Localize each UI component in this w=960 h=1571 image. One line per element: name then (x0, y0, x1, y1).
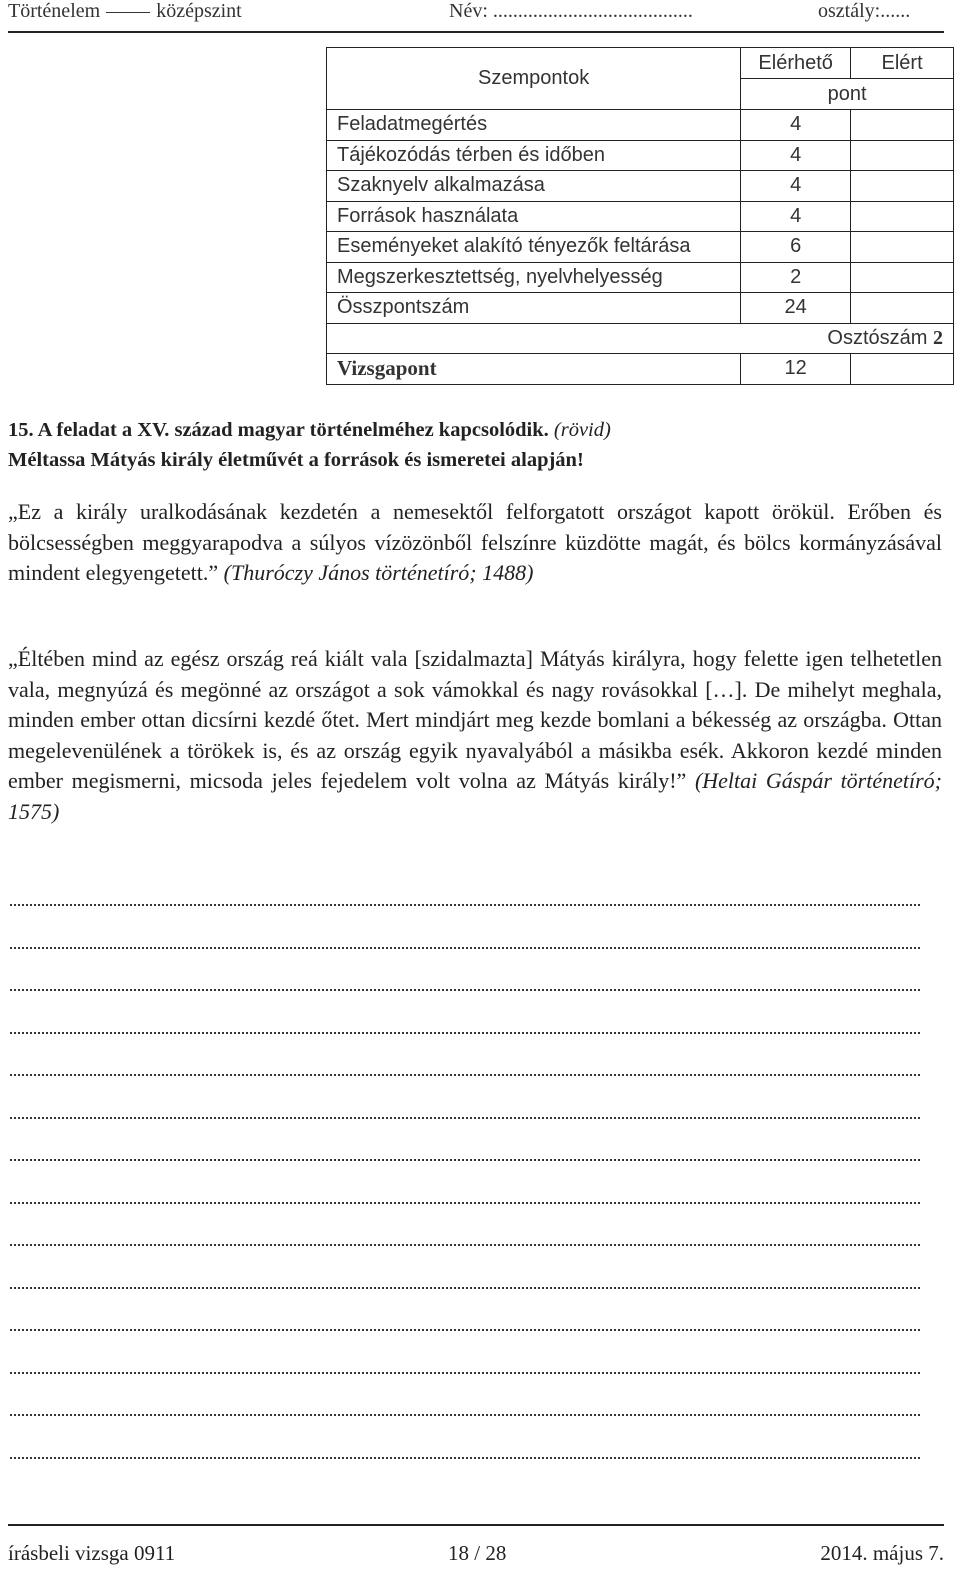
col-achieved: Elért (851, 48, 954, 79)
criterion-points: 4 (741, 201, 851, 232)
table-row (327, 262, 954, 293)
answer-line[interactable] (10, 1076, 920, 1119)
task-title: 15. A feladat a XV. század magyar történelméhez kapcsolódik. (8, 419, 549, 441)
table-row-total (327, 293, 954, 324)
answer-area[interactable] (8, 888, 928, 1459)
criterion-points: 4 (741, 171, 851, 202)
answer-line[interactable] (10, 1246, 920, 1289)
col-unit: pont (741, 79, 954, 110)
answer-line[interactable] (10, 991, 920, 1034)
col-criteria: Szempontok (327, 48, 741, 110)
table-row-divisor (327, 323, 954, 354)
source-quote-2 (8, 644, 942, 827)
achieved-exam-cell[interactable] (851, 354, 954, 385)
table-row (327, 232, 954, 263)
subject-level: középszint (156, 0, 242, 22)
answer-line[interactable] (10, 1034, 920, 1077)
table-row (327, 140, 954, 171)
task-note: (rövid) (553, 419, 611, 441)
answer-line[interactable] (10, 1289, 920, 1332)
quote-citation: (Thuróczy János történetíró; 1488) (223, 560, 534, 585)
criterion-points: 2 (741, 262, 851, 293)
quote-citation: (Heltai Gáspár történetíró; 1575) (8, 768, 942, 824)
achieved-total-cell[interactable] (851, 293, 954, 324)
exam-value: 12 (741, 354, 851, 385)
total-label: Összpontszám (327, 293, 741, 324)
achieved-cell[interactable] (851, 171, 954, 202)
task-title-line (8, 415, 948, 445)
criterion-label: Források használata (327, 201, 741, 232)
subject-dash (106, 12, 150, 13)
quote-text: „Éltében mind az egész ország reá kiált vala [szidalmazta] Mátyás királyra, hogy felette igen telhetetlen vala, megnyúzá és megönné az országot a sok vámokkal és nagy rovásokkal […]. De mihelyt meghala, minden ember ottan dicsírni kezdé őtet. Mert mindjárt meg kezde bomlani a békesség az országba. Ottan megelevenülének a törökek is, és az ország egyik nyavalyából a másikba esék. Akkoron kezdé minden ember megismerni, micsoda jeles fejedelem volt volna az Mátyás király!” (8, 646, 942, 793)
task-heading (8, 415, 948, 475)
divisor-value: 2 (933, 326, 943, 349)
score-table-header (327, 48, 954, 79)
achieved-cell[interactable] (851, 232, 954, 263)
page-header (8, 0, 944, 28)
footer-divider (8, 1524, 944, 1526)
class-field-label: osztály:...... (818, 0, 911, 22)
header-divider (8, 31, 944, 33)
source-quote-1 (8, 497, 942, 589)
answer-line[interactable] (10, 888, 920, 906)
achieved-cell[interactable] (851, 140, 954, 171)
criterion-label: Tájékozódás térben és időben (327, 140, 741, 171)
name-field-label: Név: ........................................ (449, 0, 693, 22)
answer-line[interactable] (10, 1119, 920, 1162)
task-instruction: Méltassa Mátyás király életművét a források és ismeretei alapján! (8, 449, 584, 471)
exam-code: írásbeli vizsga 0911 (8, 1541, 176, 1565)
criterion-points: 6 (741, 232, 851, 263)
answer-line[interactable] (10, 906, 920, 949)
achieved-cell[interactable] (851, 110, 954, 141)
score-table (326, 47, 954, 385)
divisor-label: Osztószám (827, 326, 928, 349)
table-row (327, 171, 954, 202)
page-number: 18 / 28 (448, 1541, 507, 1565)
table-row-exam (327, 354, 954, 385)
criterion-label: Feladatmegértés (327, 110, 741, 141)
table-row (327, 201, 954, 232)
exam-label: Vizsgapont (327, 354, 741, 385)
criterion-label: Megszerkesztettség, nyelvhelyesség (327, 262, 741, 293)
subject-name: Történelem (8, 0, 101, 22)
table-row (327, 110, 954, 141)
criterion-points: 4 (741, 110, 851, 141)
quote-text: „Ez a király uralkodásának kezdetén a nemesektől felforgatott országot kapott örökül. Erőben és bölcsességben meggyarapodva a súlyos vízözönből felszínre küzdötte magát, és bölcs kormányzásával mindent elegyengetett.” (8, 499, 942, 585)
answer-line[interactable] (10, 1374, 920, 1417)
divisor-cell (327, 323, 954, 354)
criterion-label: Eseményeket alakító tényezők feltárása (327, 232, 741, 263)
answer-line[interactable] (10, 1416, 920, 1459)
answer-line[interactable] (10, 1331, 920, 1374)
criterion-label: Szaknyelv alkalmazása (327, 171, 741, 202)
exam-date: 2014. május 7. (820, 1541, 944, 1565)
achieved-cell[interactable] (851, 201, 954, 232)
answer-line[interactable] (10, 949, 920, 992)
col-available: Elérhető (741, 48, 851, 79)
subject-label (8, 0, 242, 23)
achieved-cell[interactable] (851, 262, 954, 293)
criterion-points: 4 (741, 140, 851, 171)
answer-line[interactable] (10, 1161, 920, 1204)
answer-line[interactable] (10, 1204, 920, 1247)
total-points: 24 (741, 293, 851, 324)
